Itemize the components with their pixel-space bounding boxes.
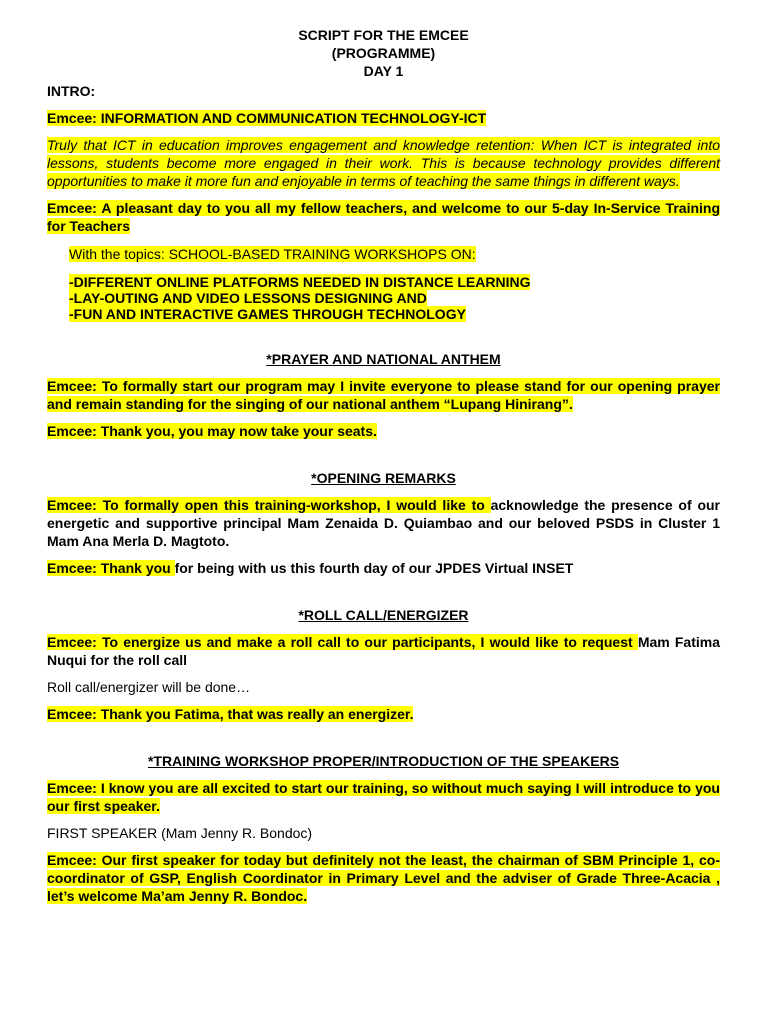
roll-thanks xyxy=(47,705,720,723)
document-day: DAY 1 xyxy=(363,63,404,79)
opening-paragraph xyxy=(47,496,720,550)
ict-paragraph-text: Truly that ICT in education improves engagement and knowledge retention: When ICT is integrated into lessons, students become more engaged in their work. This is because technology provides different opportunities to make it more fun and enjoyable in terms of teaching the same things in different ways. xyxy=(47,137,720,189)
prayer-thanks-text: Emcee: Thank you, you may now take your seats. xyxy=(47,423,377,439)
opening-thanks-text: for being with us this fourth day of our JPDES Virtual INSET xyxy=(174,560,574,576)
speaker-intro-text: Emcee: Our first speaker for today but definitely not the least, the chairman of SBM Principle 1, co-coordinator of GSP, English Coordinator in Primary Level and the adviser of Grade Three-Acacia , let’s welcome Ma’am Jenny R. Bondoc. xyxy=(47,852,720,904)
opening-thanks xyxy=(47,559,720,577)
prayer-paragraph xyxy=(47,377,720,413)
welcome-paragraph xyxy=(47,199,720,235)
roll-highlight: Emcee: To energize us and make a roll call to our participants, I would like to request xyxy=(47,634,638,650)
document-subtitle: (PROGRAMME) xyxy=(331,45,436,61)
opening-text: acknowledge the presence of our energetic and supportive principal Mam Zenaida D. Quiambao and our beloved PSDS in Cluster 1 Mam Ana Merla D. Magtoto. xyxy=(47,497,720,549)
opening-heading: *OPENING REMARKS xyxy=(311,470,456,486)
document-title: SCRIPT FOR THE EMCEE xyxy=(298,27,469,43)
topics-intro xyxy=(69,245,720,263)
ict-paragraph xyxy=(47,136,720,190)
roll-thanks-text: Emcee: Thank you Fatima, that was really an energizer. xyxy=(47,706,414,722)
opening-highlight: Emcee: To formally open this training-workshop, I would like to xyxy=(47,497,491,513)
roll-note: Roll call/energizer will be done… xyxy=(47,679,251,695)
training-paragraph xyxy=(47,779,720,815)
speaker-intro-paragraph xyxy=(47,851,720,905)
topics-intro-text: With the topics: SCHOOL-BASED TRAINING WORKSHOPS ON: xyxy=(69,246,476,262)
topic-item-text: -DIFFERENT ONLINE PLATFORMS NEEDED IN DISTANCE LEARNING xyxy=(69,274,531,290)
roll-paragraph xyxy=(47,633,720,669)
intro-label: INTRO: xyxy=(47,83,96,99)
welcome-text: Emcee: A pleasant day to you all my fellow teachers, and welcome to our 5-day In-Service Training for Teachers xyxy=(47,200,720,234)
training-text: Emcee: I know you are all excited to start our training, so without much saying I will introduce to you our first speaker. xyxy=(47,780,720,814)
roll-heading: *ROLL CALL/ENERGIZER xyxy=(298,607,469,623)
prayer-thanks xyxy=(47,422,720,440)
ict-heading-text: Emcee: INFORMATION AND COMMUNICATION TECHNOLOGY-ICT xyxy=(47,110,487,126)
topic-item-text: -FUN AND INTERACTIVE GAMES THROUGH TECHNOLOGY xyxy=(69,306,466,322)
roll-text: Mam Fatima Nuqui for the roll call xyxy=(47,634,720,668)
training-heading: *TRAINING WORKSHOP PROPER/INTRODUCTION OF THE SPEAKERS xyxy=(147,753,620,769)
first-speaker-label: FIRST SPEAKER (Mam Jenny R. Bondoc) xyxy=(47,825,313,841)
topic-item-text: -LAY-OUTING AND VIDEO LESSONS DESIGNING AND xyxy=(69,290,427,306)
document-page xyxy=(47,26,720,905)
ict-heading xyxy=(47,109,720,127)
opening-thanks-highlight: Emcee: Thank you xyxy=(47,560,175,576)
prayer-heading: *PRAYER AND NATIONAL ANTHEM xyxy=(266,351,501,367)
prayer-text: Emcee: To formally start our program may I invite everyone to please stand for our opening prayer and remain standing for the singing of our national anthem “Lupang Hinirang”. xyxy=(47,378,720,412)
topic-item xyxy=(69,305,720,323)
